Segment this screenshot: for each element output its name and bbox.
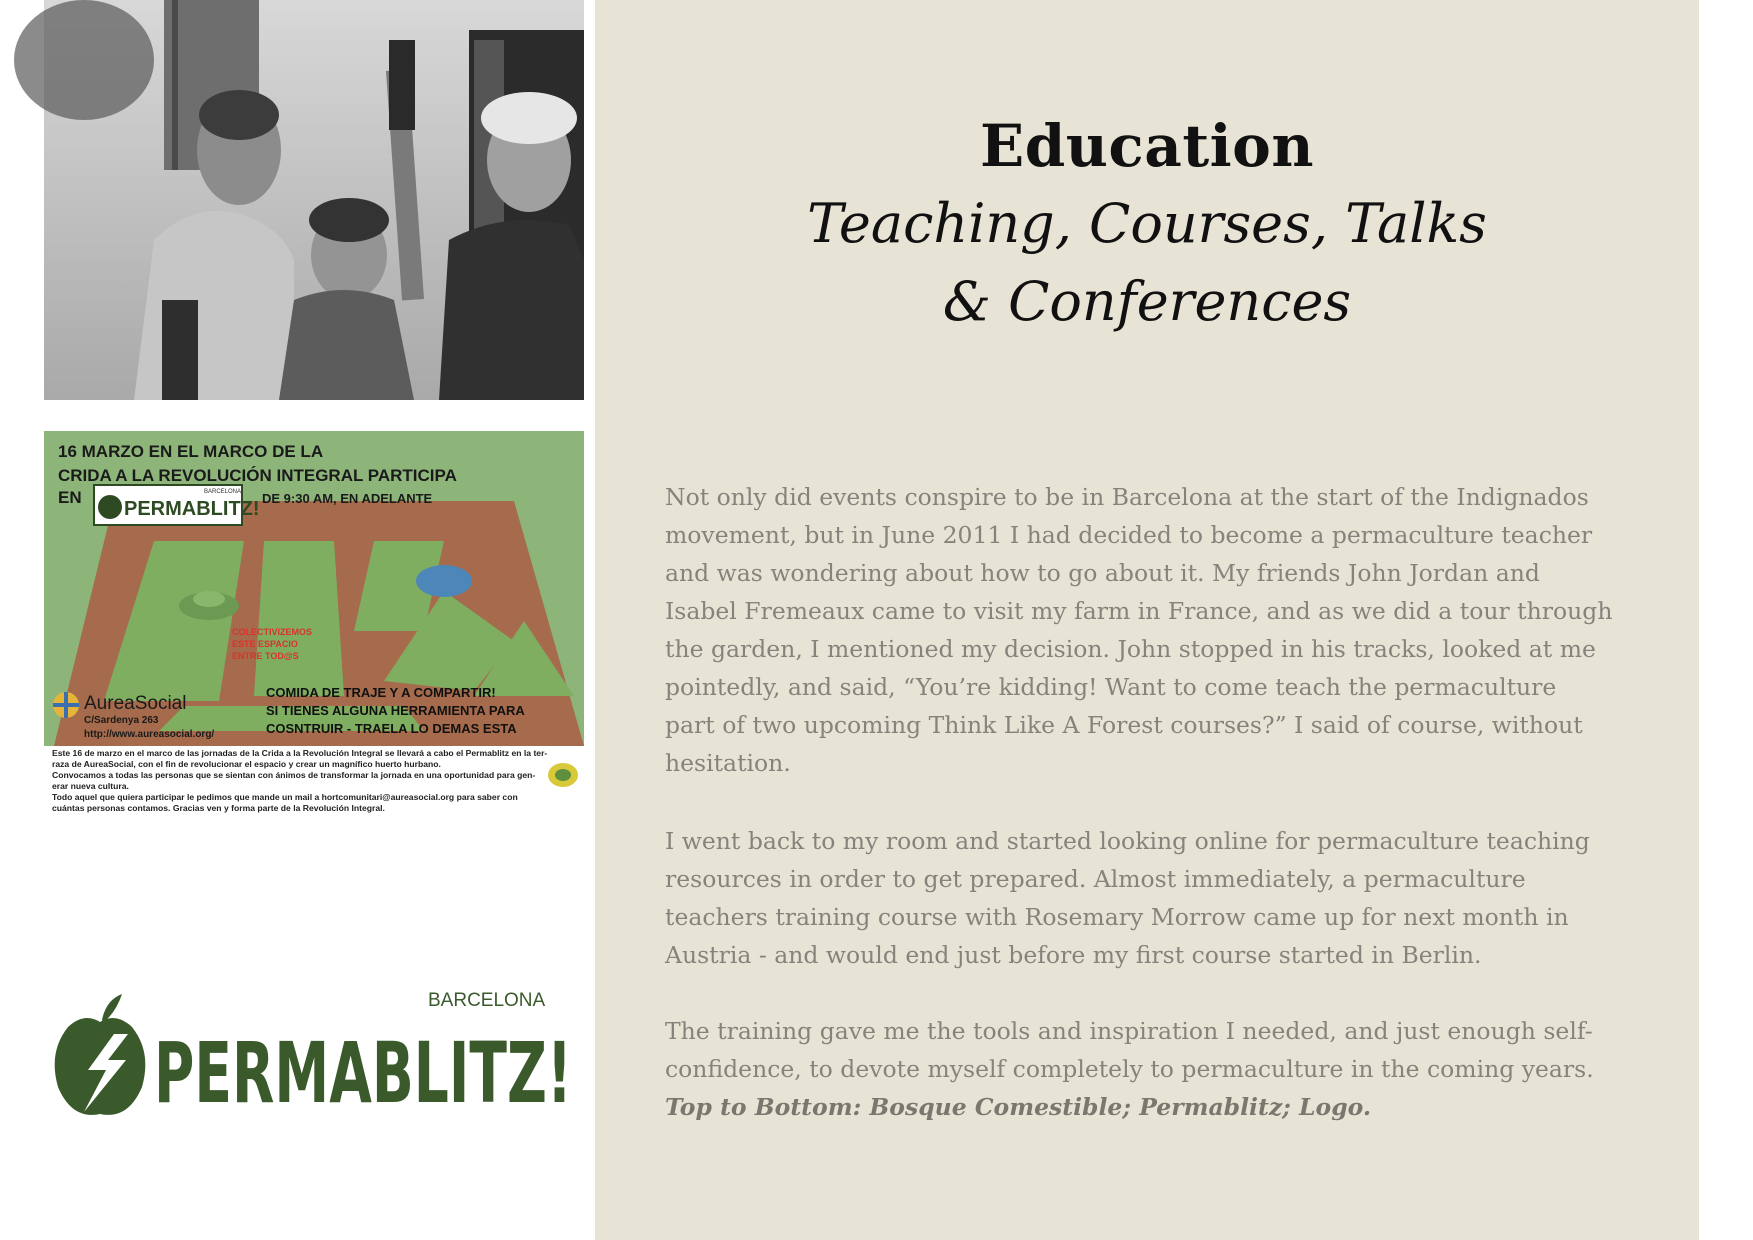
bee-logo-icon xyxy=(546,760,580,790)
poster-cta-2: SI TIENES ALGUNA HERRAMIENTA PARA xyxy=(266,703,525,718)
paragraph-line: hesitation. xyxy=(665,749,791,777)
poster-badge-small: BARCELONA xyxy=(204,489,242,495)
poster-caption-line: Este 16 de marzo en el marco de las jornadas de la Crida a la Revolución Integral se llevará a cabo el Permablitz en la ter- xyxy=(52,748,548,758)
poster-collect-2: ESTE ESPACIO xyxy=(232,639,298,649)
poster-collect-3: ENTRE TOD@S xyxy=(232,651,299,661)
paragraph-line: movement, but in June 2011 I had decided to become a permaculture teacher xyxy=(665,521,1593,549)
poster-aurea: AureaSocial xyxy=(84,693,187,714)
paragraph-line: teachers training course with Rosemary Morrow came up for next month in xyxy=(665,903,1569,931)
poster-cta-1: COMIDA DE TRAJE Y A COMPARTIR! xyxy=(266,685,496,700)
poster-collect-1: COLECTIVIZEMOS xyxy=(232,627,313,637)
paragraph-line: the garden, I mentioned my decision. John stopped in his tracks, looked at me xyxy=(665,635,1596,663)
poster-address: C/Sardenya 263 xyxy=(84,715,159,726)
paragraph-line: resources in order to get prepared. Almost immediately, a permaculture xyxy=(665,865,1526,893)
paragraph-2 xyxy=(665,822,1590,974)
permablitz-poster xyxy=(44,431,584,746)
poster-caption xyxy=(44,746,584,816)
paragraph-line: confidence, to devote myself completely to permaculture in the coming years. xyxy=(665,1055,1594,1083)
poster-en: EN xyxy=(58,488,82,507)
paragraph-line: Not only did events conspire to be in Barcelona at the start of the Indignados xyxy=(665,483,1589,511)
poster-caption-line: Convocamos a todas las personas que se sientan con ánimos de transformar la jornada en una oportunidad para gen- xyxy=(52,770,536,780)
poster-headline-1: 16 MARZO EN EL MARCO DE LA xyxy=(58,442,324,461)
poster-caption-line: raza de AureaSocial, con el fin de revolucionar el espacio y crear un magnífico huerto hurbano. xyxy=(52,759,441,769)
poster-headline-2: CRIDA A LA REVOLUCIÓN INTEGRAL PARTICIPA xyxy=(58,466,457,485)
logo-wordmark: PERMABLITZ! xyxy=(154,1024,572,1122)
photo-bosque-comestible xyxy=(44,0,584,400)
paragraph-line: I went back to my room and started looking online for permaculture teaching xyxy=(665,827,1590,855)
page-subtitle-line-2: & Conferences xyxy=(942,270,1352,333)
poster-caption-line: erar nueva cultura. xyxy=(52,781,129,791)
apple-bolt-icon xyxy=(98,495,122,519)
paragraph-line: Isabel Fremeaux came to visit my farm in France, and as we did a tour through xyxy=(665,597,1613,625)
page-subtitle-line-1: Teaching, Courses, Talks xyxy=(807,192,1487,255)
paragraph-line: The training gave me the tools and inspiration I needed, and just enough self- xyxy=(665,1017,1593,1045)
logo-image xyxy=(44,972,584,1142)
paragraph-line: and was wondering about how to go about it. My friends John Jordan and xyxy=(665,559,1540,587)
permablitz-logo xyxy=(44,972,584,1142)
paragraph-line: part of two upcoming Think Like A Forest courses?” I said of course, without xyxy=(665,711,1583,739)
page-title: Education xyxy=(979,112,1314,180)
poster-cta-3: COSNTRUIR - TRAELA LO DEMAS ESTA xyxy=(266,721,517,736)
paragraph-3 xyxy=(665,1012,1594,1126)
photo-image xyxy=(44,0,584,400)
paragraph-1 xyxy=(665,478,1613,782)
poster-caption-line: Todo aquel que quiera participar le pedimos que mande un mail a hortcomunitari@aureasocial.org para saber con xyxy=(52,792,518,802)
apple-bolt-icon xyxy=(55,994,146,1115)
text-panel xyxy=(595,0,1699,1240)
poster-url: http://www.aureasocial.org/ xyxy=(84,729,215,740)
paragraph-line: Austria - and would end just before my first course started in Berlin. xyxy=(665,941,1482,969)
logo-city: BARCELONA xyxy=(428,990,546,1011)
poster-badge: PERMABLITZ! xyxy=(124,498,260,520)
poster-caption-line: cuántas personas contamos. Gracias ven y forma parte de la Revolución Integral. xyxy=(52,803,385,813)
poster-time: DE 9:30 AM, EN ADELANTE xyxy=(262,491,433,506)
poster-image xyxy=(44,431,584,746)
paragraph-line: pointedly, and said, “You’re kidding! Want to come teach the permaculture xyxy=(665,673,1557,701)
image-caption: Top to Bottom: Bosque Comestible; Permablitz; Logo. xyxy=(665,1093,1372,1121)
image-column xyxy=(0,0,595,1240)
